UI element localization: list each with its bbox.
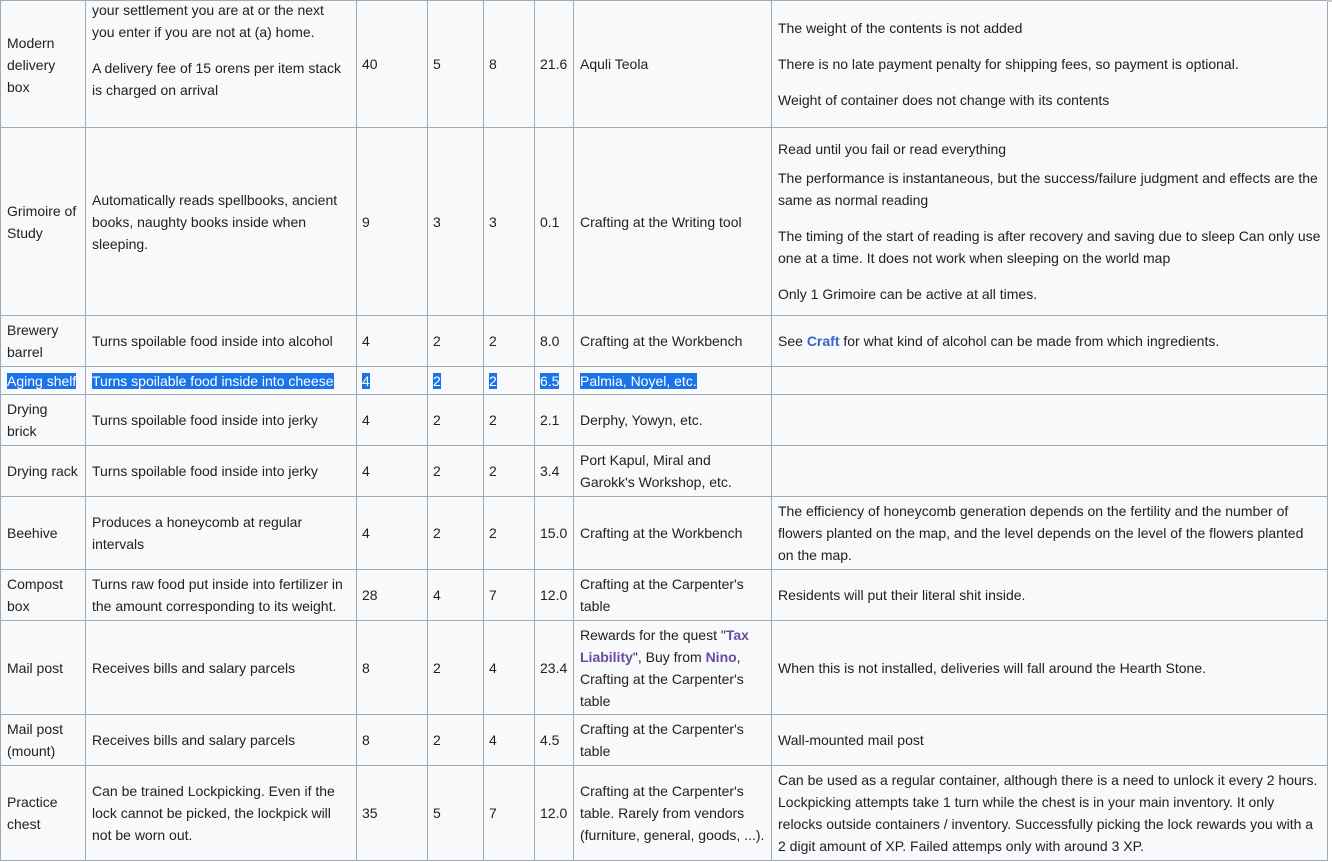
table-row	[1, 766, 1328, 861]
effect-text: A delivery fee of 15 orens per item stack is charged on arrival	[92, 60, 342, 98]
value-cell: 7	[484, 570, 535, 621]
value-cell: 5	[428, 1, 484, 128]
weight-cell	[535, 367, 574, 395]
source-cell: Crafting at the Carpenter's table	[574, 715, 772, 766]
tax-liability-link[interactable]: Tax Liability	[580, 626, 749, 665]
weight-cell: 23.4	[535, 621, 574, 715]
value-cell: 4	[428, 570, 484, 621]
value-cell	[484, 367, 535, 395]
value-cell: 28	[357, 570, 428, 621]
note-paragraph: There is no late payment penalty for shipping fees, so payment is optional.	[778, 56, 1239, 72]
effect-cell: Automatically reads spellbooks, ancient books, naughty books inside when sleeping.	[86, 128, 357, 316]
weight-cell: 21.6	[535, 1, 574, 128]
table-row	[1, 316, 1328, 367]
effect-cell	[86, 367, 357, 395]
effect-cell	[86, 1, 357, 128]
table-row-selected	[1, 367, 1328, 395]
value-cell: 4	[357, 446, 428, 497]
value-cell: 5	[428, 766, 484, 861]
note-paragraph: The performance is instantaneous, but the success/failure judgment and effects are the same as normal reading	[778, 170, 1318, 208]
effect-cell: Turns raw food put inside into fertilizer in the amount corresponding to its weight.	[86, 570, 357, 621]
notes-cell	[772, 446, 1328, 497]
notes-cell: Residents will put their literal shit inside.	[772, 570, 1328, 621]
notes-cell: Can be used as a regular container, although there is a need to unlock it every 2 hours. Lockpicking attempts take 1 turn while the chest is in your main inventory. It only relocks outside containers / inventory. Successfully picking the lock rewards you with a 2 digit amount of XP. Failed attemps only with around 3 XP.	[772, 766, 1328, 861]
weight-cell: 15.0	[535, 497, 574, 570]
craft-link[interactable]: Craft	[806, 333, 840, 349]
value-cell: 9	[357, 128, 428, 316]
note-paragraph: Read until you fail or read everything	[778, 141, 1007, 157]
note-text: for what kind of alcohol can be made from which ingredients.	[839, 333, 1220, 349]
note-text: See	[778, 333, 807, 349]
item-name-cell: Practice chest	[1, 766, 86, 861]
item-name-line: box	[7, 79, 30, 95]
note-paragraph: Only 1 Grimoire can be active at all times.	[778, 286, 1038, 302]
scroll-edge	[1327, 0, 1332, 2]
weight-cell: 8.0	[535, 316, 574, 367]
source-cell: Crafting at the Writing tool	[574, 128, 772, 316]
value-cell: 2	[428, 621, 484, 715]
source-cell	[574, 367, 772, 395]
value-cell: 2	[428, 497, 484, 570]
table-row	[1, 715, 1328, 766]
notes-cell	[772, 367, 1328, 395]
notes-cell	[772, 1, 1328, 128]
item-name-cell: Brewery barrel	[1, 316, 86, 367]
notes-cell	[772, 316, 1328, 367]
item-name-cell: Drying brick	[1, 395, 86, 446]
weight-cell: 0.1	[535, 128, 574, 316]
value-cell: 8	[484, 1, 535, 128]
value-cell: 8	[357, 621, 428, 715]
effect-cell: Receives bills and salary parcels	[86, 621, 357, 715]
selected-text: 4	[362, 372, 370, 389]
notes-cell: When this is not installed, deliveries will fall around the Hearth Stone.	[772, 621, 1328, 715]
value-cell: 2	[428, 316, 484, 367]
value-cell	[357, 367, 428, 395]
value-cell: 4	[357, 316, 428, 367]
item-name-line: delivery	[7, 57, 56, 73]
value-cell: 2	[484, 497, 535, 570]
value-cell: 2	[428, 446, 484, 497]
value-cell: 2	[428, 395, 484, 446]
value-cell: 4	[484, 715, 535, 766]
notes-cell: The efficiency of honeycomb generation depends on the fertility and the number of flowers planted on the map, and the level depends on the level of the flowers planted on the map.	[772, 497, 1328, 570]
selected-text: Turns spoilable food inside into cheese	[92, 372, 334, 389]
notes-cell: Wall-mounted mail post	[772, 715, 1328, 766]
value-cell: 3	[484, 128, 535, 316]
value-cell: 4	[357, 497, 428, 570]
value-cell: 2	[428, 715, 484, 766]
value-cell: 4	[484, 621, 535, 715]
effect-cell: Turns spoilable food inside into jerky	[86, 395, 357, 446]
selected-text: Aging shelf	[7, 372, 77, 389]
value-cell: 35	[357, 766, 428, 861]
effect-cell: Produces a honeycomb at regular intervals	[86, 497, 357, 570]
source-cell: Crafting at the Workbench	[574, 497, 772, 570]
weight-cell: 12.0	[535, 766, 574, 861]
item-name-cell	[1, 367, 86, 395]
effect-cell: Turns spoilable food inside into alcohol	[86, 316, 357, 367]
source-cell: Derphy, Yowyn, etc.	[574, 395, 772, 446]
weight-cell: 2.1	[535, 395, 574, 446]
note-paragraph: The timing of the start of reading is after recovery and saving due to sleep Can only use one at a time. It does not work when sleeping on the world map	[778, 228, 1321, 266]
item-name-cell: Drying rack	[1, 446, 86, 497]
table-row	[1, 621, 1328, 715]
source-text: Rewards for the quest "	[580, 626, 726, 643]
item-name-cell: Mail post	[1, 621, 86, 715]
value-cell: 2	[484, 395, 535, 446]
table-row	[1, 446, 1328, 497]
value-cell: 3	[428, 128, 484, 316]
weight-cell: 3.4	[535, 446, 574, 497]
source-cell: Port Kapul, Miral and Garokk's Workshop, etc.	[574, 446, 772, 497]
source-text: , Crafting at the Carpenter's table	[580, 648, 744, 709]
effect-cell: Turns spoilable food inside into jerky	[86, 446, 357, 497]
nino-link[interactable]: Nino	[705, 648, 737, 665]
source-cell: Crafting at the Workbench	[574, 316, 772, 367]
value-cell: 7	[484, 766, 535, 861]
source-cell: Crafting at the Carpenter's table	[574, 570, 772, 621]
notes-cell	[772, 395, 1328, 446]
weight-cell: 4.5	[535, 715, 574, 766]
source-cell	[574, 621, 772, 715]
effect-text: your settlement you are at or the next you enter if you are not at (a) home.	[92, 2, 324, 40]
table-row	[1, 497, 1328, 570]
item-name-cell	[1, 1, 86, 128]
item-name-cell: Beehive	[1, 497, 86, 570]
selected-text: 2	[489, 372, 497, 389]
source-cell: Aquli Teola	[574, 1, 772, 128]
table-row	[1, 128, 1328, 316]
value-cell: 8	[357, 715, 428, 766]
notes-cell	[772, 128, 1328, 316]
note-paragraph: The weight of the contents is not added	[778, 20, 1023, 36]
item-name-cell: Compost box	[1, 570, 86, 621]
value-cell: 4	[357, 395, 428, 446]
item-name-cell: Mail post (mount)	[1, 715, 86, 766]
selected-text: 6.5	[540, 372, 560, 389]
effect-cell: Can be trained Lockpicking. Even if the lock cannot be picked, the lockpick will not be worn out.	[86, 766, 357, 861]
item-name-line: Modern	[7, 35, 55, 51]
value-cell	[428, 367, 484, 395]
note-paragraph: Weight of container does not change with its contents	[778, 92, 1110, 108]
selected-text: Palmia, Noyel, etc.	[580, 372, 697, 389]
weight-cell: 12.0	[535, 570, 574, 621]
source-cell: Crafting at the Carpenter's table. Rarely from vendors (furniture, general, goods, ...).	[574, 766, 772, 861]
value-cell: 2	[484, 316, 535, 367]
item-name-cell: Grimoire of Study	[1, 128, 86, 316]
table-row	[1, 1, 1328, 128]
table-row	[1, 395, 1328, 446]
source-text: ", Buy from	[632, 648, 706, 665]
selected-text: 2	[433, 372, 441, 389]
effect-cell: Receives bills and salary parcels	[86, 715, 357, 766]
value-cell: 40	[357, 1, 428, 128]
table-row	[1, 570, 1328, 621]
value-cell: 2	[484, 446, 535, 497]
